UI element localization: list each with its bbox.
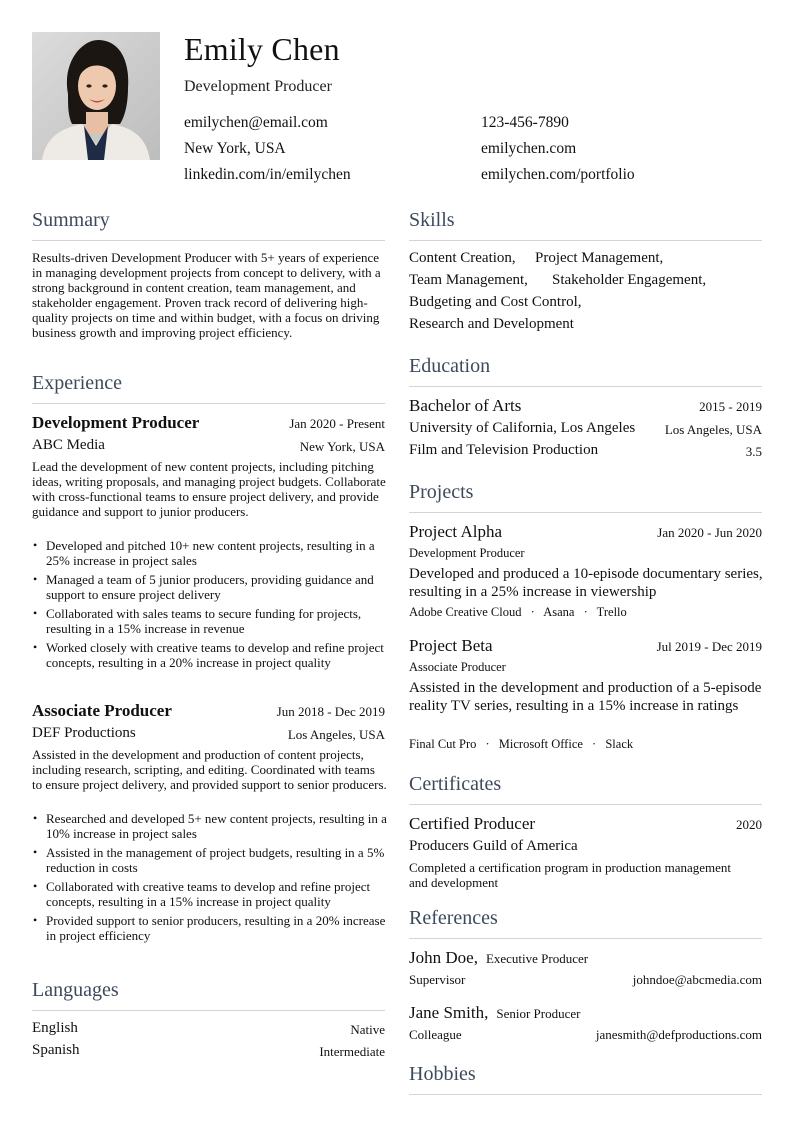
contact-linkedin[interactable]: linkedin.com/in/emilychen xyxy=(184,166,351,183)
references-divider xyxy=(409,938,762,939)
profile-photo xyxy=(32,32,160,160)
language-name: Spanish xyxy=(32,1042,80,1058)
job-description: Lead the development of new content projects, including pitching ideas, writing proposals, and managing project budgets. Collaborate with cross-functional teams to ensure project delivery, and provide guidance and support to junior producers. xyxy=(32,459,386,519)
list-item: • Worked closely with creative teams to develop and refine project concepts, resulting in a 20% increase in project quality xyxy=(32,640,387,670)
contact-portfolio[interactable]: emilychen.com/portfolio xyxy=(481,166,635,183)
project-description: Assisted in the development and production of a 5-episode reality TV series, resulting in a 15% increase in ratings xyxy=(409,680,762,714)
tool-item: Trello xyxy=(596,605,627,619)
reference-relation: Supervisor xyxy=(409,972,466,987)
project-tools: Adobe Creative Cloud · Asana · Trello xyxy=(409,605,627,619)
language-name: English xyxy=(32,1020,78,1036)
contact-phone[interactable]: 123-456-7890 xyxy=(481,114,569,131)
references-title: References xyxy=(409,907,498,929)
school-location: Los Angeles, USA xyxy=(664,422,762,437)
reference-name: Jane Smith, xyxy=(409,1003,489,1022)
job-dates: Jun 2018 - Dec 2019 xyxy=(276,704,385,719)
projects-divider xyxy=(409,512,762,513)
summary-text: Results-driven Development Producer with 5+ years of experience in managing development projects from concept to delivery, with a strong background in content creation, team management, and stakeholder engagement. Proven track record of delivering high-quality projects on time and within budget, with a focus on driving business growth and improving project efficiency. xyxy=(32,250,381,340)
list-item: • Assisted in the management of project budgets, resulting in a 5% reduction in costs xyxy=(32,845,387,875)
reference-relation: Colleague xyxy=(409,1027,462,1042)
project-role: Associate Producer xyxy=(409,660,506,674)
job-company: ABC Media xyxy=(32,437,105,453)
certificates-divider xyxy=(409,804,762,805)
job-description: Assisted in the development and production of content projects, including research, scripting, and editing. Coordinated with teams to ensure project delivery, and provided support to senior producers. xyxy=(32,747,387,792)
job-dates: Jan 2020 - Present xyxy=(289,416,385,431)
tool-item: Adobe Creative Cloud xyxy=(409,605,522,619)
contact-location: New York, USA xyxy=(184,140,286,157)
job-position: Development Producer xyxy=(32,413,200,432)
certificate-description: Completed a certification program in production management and development xyxy=(409,860,732,890)
tool-item: Slack xyxy=(605,737,634,751)
tool-item: Asana xyxy=(543,605,575,619)
reference-position: Senior Producer xyxy=(496,1006,581,1021)
education-divider xyxy=(409,386,762,387)
experience-title: Experience xyxy=(32,372,122,394)
project-description: Developed and produced a 10-episode documentary series, resulting in a 25% increase in viewership xyxy=(409,566,763,600)
project-dates: Jul 2019 - Dec 2019 xyxy=(656,639,762,654)
job-location: Los Angeles, USA xyxy=(287,727,385,742)
skill-item: Budgeting and Cost Control, xyxy=(409,294,582,310)
skills-title: Skills xyxy=(409,209,455,231)
list-item: • Developed and pitched 10+ new content projects, resulting in a 25% increase in project sales xyxy=(32,538,387,568)
skill-item: Team Management, xyxy=(409,272,528,288)
job-bullets xyxy=(32,538,387,674)
education-dates: 2015 - 2019 xyxy=(699,399,762,414)
project-dates: Jan 2020 - Jun 2020 xyxy=(657,525,762,540)
list-item: • Collaborated with sales teams to secure funding for projects, resulting in a 15% increase in revenue xyxy=(32,606,387,636)
hobbies-title: Hobbies xyxy=(409,1063,476,1085)
reference-item xyxy=(409,1003,580,1023)
portrait-image xyxy=(32,32,160,160)
certificates-title: Certificates xyxy=(409,773,502,795)
tool-item: Microsoft Office xyxy=(498,737,583,751)
certificate-year: 2020 xyxy=(736,817,762,832)
list-item: • Provided support to senior producers, resulting in a 20% increase in project efficiency xyxy=(32,913,387,943)
school: University of California, Los Angeles xyxy=(409,420,636,436)
experience-divider xyxy=(32,403,385,404)
list-item: • Researched and developed 5+ new content projects, resulting in a 10% increase in project sales xyxy=(32,811,387,841)
reference-item xyxy=(409,948,588,968)
list-item: • Collaborated with creative teams to develop and refine project concepts, resulting in a 15% increase in project quality xyxy=(32,879,387,909)
job-bullets xyxy=(32,811,387,947)
skills-divider xyxy=(409,240,762,241)
reference-name: John Doe, xyxy=(409,948,478,967)
hobbies-divider xyxy=(409,1094,762,1095)
summary-title: Summary xyxy=(32,209,110,231)
education-title: Education xyxy=(409,355,491,377)
certificate-name: Certified Producer xyxy=(409,814,536,833)
reference-email[interactable]: johndoe@abcmedia.com xyxy=(632,972,762,987)
project-tools: Final Cut Pro · Microsoft Office · Slack xyxy=(409,737,634,751)
skill-item: Content Creation, xyxy=(409,250,516,266)
language-level: Native xyxy=(350,1022,385,1037)
job-position: Associate Producer xyxy=(32,701,172,720)
summary-divider xyxy=(32,240,385,241)
job-company: DEF Productions xyxy=(32,725,136,741)
job-location: New York, USA xyxy=(299,439,385,454)
reference-position: Executive Producer xyxy=(485,951,589,966)
gpa: 3.5 xyxy=(745,444,762,459)
contact-email[interactable]: emilychen@email.com xyxy=(184,114,328,131)
reference-email[interactable]: janesmith@defproductions.com xyxy=(595,1027,762,1042)
projects-title: Projects xyxy=(409,481,474,503)
list-item: • Managed a team of 5 junior producers, providing guidance and support to ensure project delivery xyxy=(32,572,387,602)
tool-item: Final Cut Pro xyxy=(409,737,477,751)
field-of-study: Film and Television Production xyxy=(409,442,599,458)
skill-item: Project Management, xyxy=(535,250,664,266)
project-name: Project Beta xyxy=(409,636,493,655)
degree: Bachelor of Arts xyxy=(409,396,522,415)
languages-title: Languages xyxy=(32,979,119,1001)
candidate-name: Emily Chen xyxy=(184,31,340,67)
project-name: Project Alpha xyxy=(409,522,503,541)
headline: Development Producer xyxy=(184,78,332,95)
skill-item: Stakeholder Engagement, xyxy=(552,272,707,288)
contact-website[interactable]: emilychen.com xyxy=(481,140,577,157)
project-role: Development Producer xyxy=(409,546,525,560)
skill-item: Research and Development xyxy=(409,316,574,332)
language-level: Intermediate xyxy=(319,1044,385,1059)
languages-divider xyxy=(32,1010,385,1011)
certificate-issuer: Producers Guild of America xyxy=(409,838,578,854)
